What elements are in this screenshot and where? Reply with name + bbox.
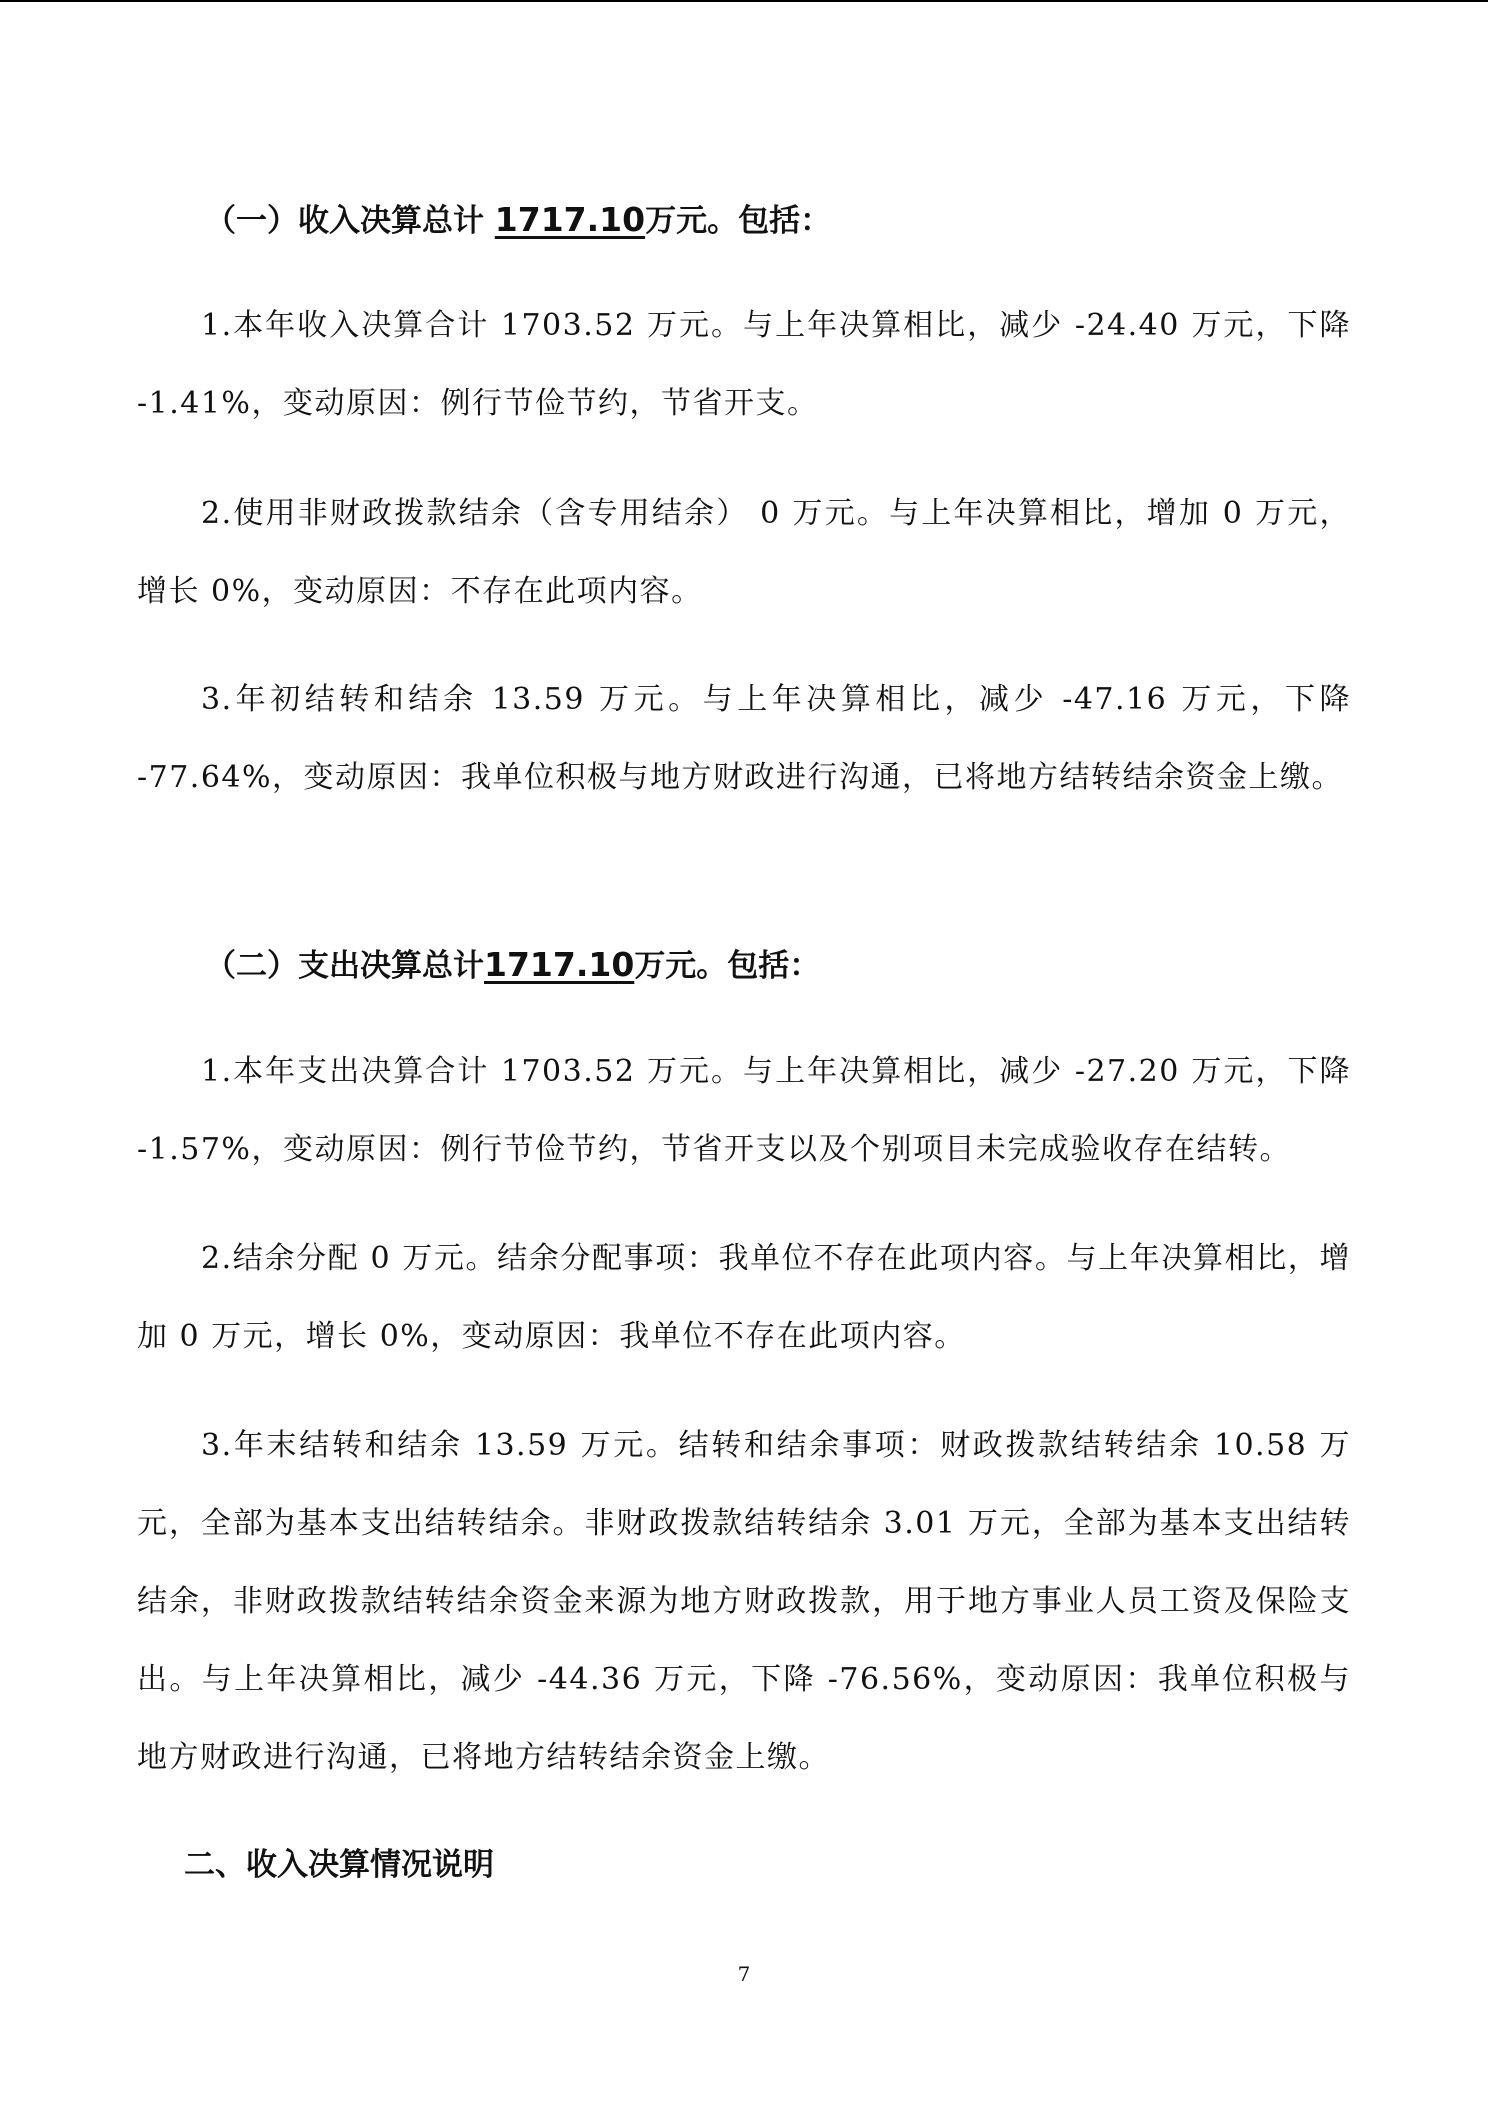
expense-item-1: 1.本年支出决算合计 1703.52 万元。与上年决算相比，减少 -27.20 万元，下降 -1.57%，变动原因：例行节俭节约，节省开支以及个别项目未完成验收存在结转。 — [137, 1054, 1351, 1167]
expense-total-heading — [205, 945, 820, 986]
income-heading-suffix: 万元。包括： — [645, 203, 832, 239]
expense-heading-prefix: （二）支出决算总计 — [205, 948, 484, 984]
section-two-title: 二、收入决算情况说明 — [184, 1847, 494, 1883]
page-top-border — [0, 0, 1488, 2]
income-item-3: 3.年初结转和结余 13.59 万元。与上年决算相比，减少 -47.16 万元，下降 -77.64%，变动原因：我单位积极与地方财政进行沟通，已将地方结转结余资金上缴。 — [137, 682, 1351, 795]
income-item-1: 1.本年收入决算合计 1703.52 万元。与上年决算相比，减少 -24.40 万元，下降 -1.41%，变动原因：例行节俭节约，节省开支。 — [137, 308, 1351, 421]
expense-item-2: 2.结余分配 0 万元。结余分配事项：我单位不存在此项内容。与上年决算相比，增加 0 万元，增长 0%，变动原因：我单位不存在此项内容。 — [137, 1241, 1351, 1354]
income-total-heading — [205, 200, 831, 241]
page-number: 7 — [737, 1962, 751, 1986]
income-total-amount: 1717.10 — [494, 200, 646, 239]
expense-item-3: 3.年末结转和结余 13.59 万元。结转和结余事项：财政拨款结转结余 10.58 万元，全部为基本支出结转结余。非财政拨款结转结余 3.01 万元，全部为基本支出结转结余，非财政拨款结转结余资金来源为地方财政拨款，用于地方事业人员工资及保险支出。与上年决算相比，减少 -44.36 万元，下降 -76.56%，变动原因：我单位积极与地方财政进行沟通，已将地方结转结余资金上缴。 — [137, 1428, 1351, 1775]
income-item-2: 2.使用非财政拨款结余（含专用结余） 0 万元。与上年决算相比，增加 0 万元，增长 0%，变动原因：不存在此项内容。 — [137, 496, 1351, 609]
income-heading-prefix: （一）收入决算总计 — [205, 203, 495, 239]
expense-total-amount: 1717.10 — [484, 945, 635, 984]
expense-heading-suffix: 万元。包括： — [634, 948, 821, 984]
